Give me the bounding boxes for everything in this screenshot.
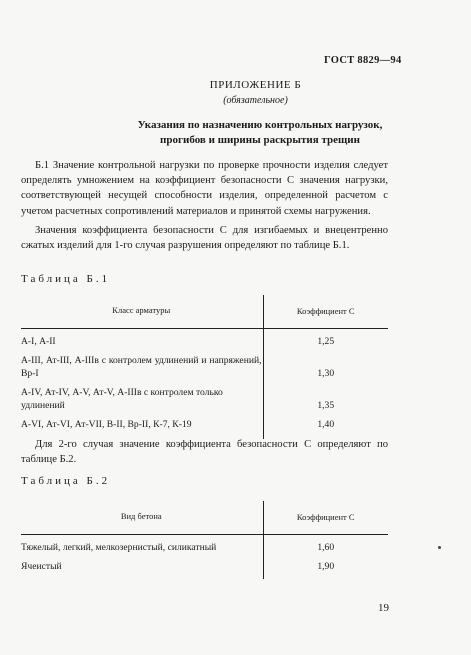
paragraph-coefficients-text: Значения коэффициента безопасности С для изгибаемых и внецентренно сжатых изделий для 1-го случая разрушения определяют по таблице Б.1. xyxy=(21,225,388,252)
paragraph-case2-text: Для 2-го случая значение коэффициента безопасности С определяют по таблице Б.2. xyxy=(21,439,388,466)
table-cell-value: 1,90 xyxy=(317,560,335,572)
table-b2-label: Таблица Б.2 xyxy=(21,475,111,487)
table-b1-label: Таблица Б.1 xyxy=(21,273,111,285)
paragraph-case2 xyxy=(21,437,388,467)
table-b1 xyxy=(21,295,388,439)
table-cell-value: 1,30 xyxy=(317,368,335,379)
document-code: ГОСТ 8829—94 xyxy=(324,55,402,66)
table-cell-name: А-VI, Ат-VI, Ат-VII, В-II, Вр-II, К-7, К-19 xyxy=(21,416,263,440)
table-b2-header-concrete: Вид бетона xyxy=(21,501,263,535)
scan-speck xyxy=(438,546,441,549)
table-cell-name: Ячеистый xyxy=(21,558,263,580)
table-row xyxy=(21,416,388,440)
table-b1-header-class: Класс арматуры xyxy=(21,295,263,329)
paragraph-b1 xyxy=(21,158,388,219)
table-cell-value: 1,40 xyxy=(317,418,335,430)
page-number: 19 xyxy=(378,602,389,614)
table-cell-name: А-I, А-II xyxy=(21,329,263,352)
table-b2-header-row xyxy=(21,501,388,535)
table-row xyxy=(21,558,388,580)
table-b2-header-coefficient: Коэффициент С xyxy=(263,501,388,535)
appendix-title: ПРИЛОЖЕНИЕ Б xyxy=(209,79,302,91)
table-b2 xyxy=(21,501,388,579)
table-row xyxy=(21,384,388,416)
table-b1-header-coefficient: Коэффициент С xyxy=(263,295,388,329)
table-b1-header-row xyxy=(21,295,388,329)
table-row xyxy=(21,329,388,352)
table-row xyxy=(21,535,388,558)
table-cell-value: 1,35 xyxy=(317,400,335,411)
section-heading xyxy=(110,118,410,148)
section-heading-line-1: Указания по назначению контрольных нагрузок, xyxy=(137,119,383,131)
table-cell-value: 1,25 xyxy=(317,336,335,347)
appendix-status: (обязательное) xyxy=(223,95,288,106)
paragraph-b1-text: Б.1 Значение контрольной нагрузки по проверке прочности изделия следует определять умножением на коэффициент безопасности С значения нагрузки, соответствующей несущей способности изделия, определенной расчетом с учетом расчетных сопротивлений материалов и принятой схемы нагружения. xyxy=(21,160,388,217)
table-cell-value: 1,60 xyxy=(317,542,335,553)
paragraph-coefficients xyxy=(21,223,388,253)
table-cell-name: Тяжелый, легкий, мелкозернистый, силикатный xyxy=(21,535,263,558)
table-cell-name: А-IV, Ат-IV, А-V, Ат-V, А-IIIв с контролем только удлинений xyxy=(21,384,263,416)
table-cell-name: А-III, Ат-III, А-IIIв с контролем удлинений и напряжений, Вр-I xyxy=(21,352,263,384)
section-heading-line-2: прогибов и ширины раскрытия трещин xyxy=(160,134,360,146)
table-row xyxy=(21,352,388,384)
